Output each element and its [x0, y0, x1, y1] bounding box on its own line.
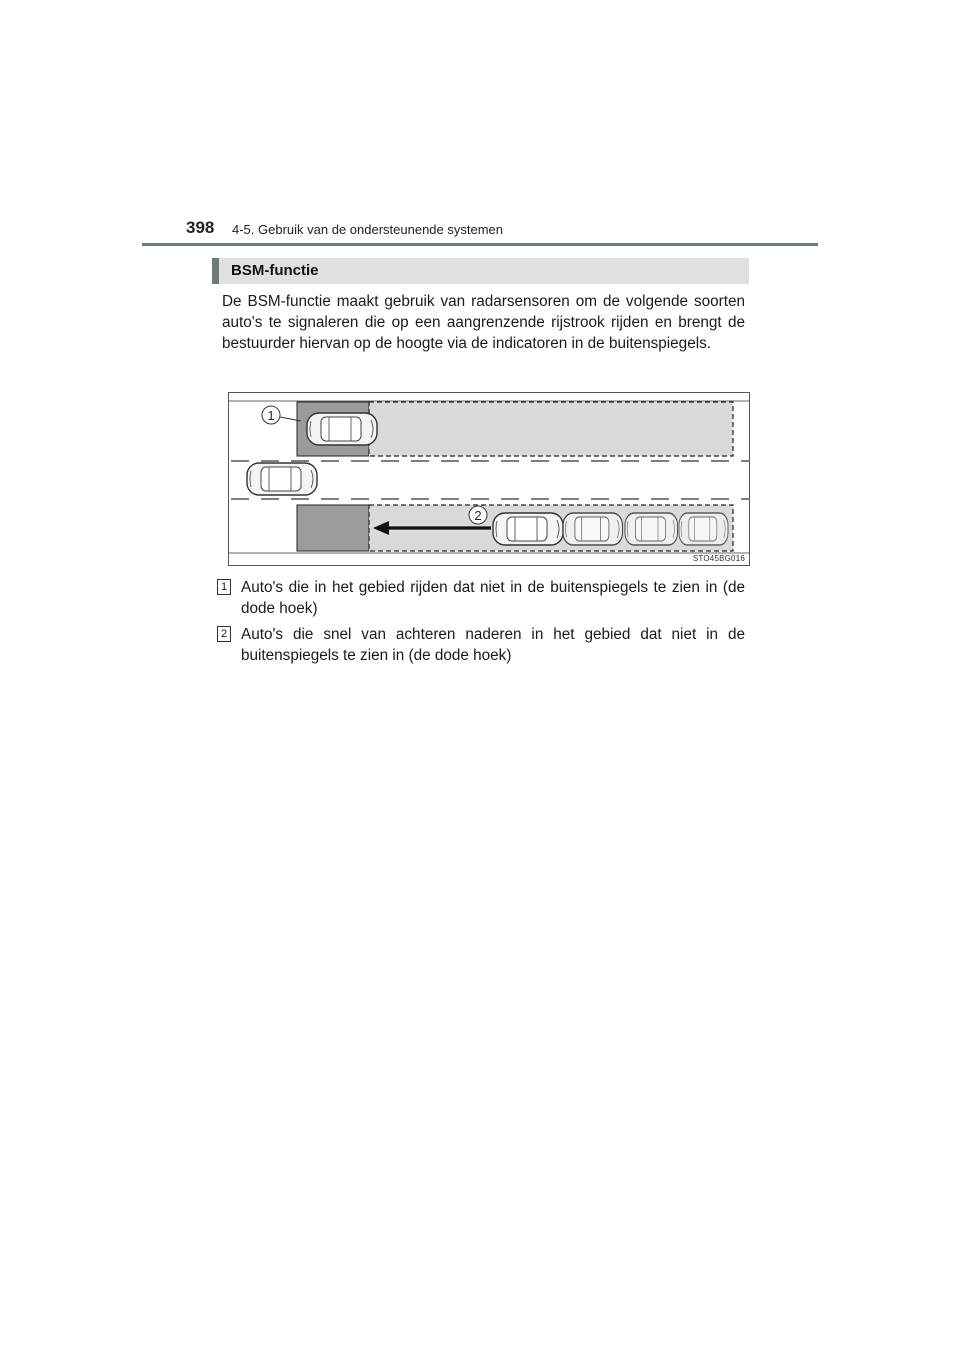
- legend-number: 2: [217, 626, 231, 642]
- page-number: 398: [186, 218, 215, 237]
- bsm-diagram-svg: [229, 393, 749, 565]
- trailing-car-icon: [679, 513, 728, 545]
- trailing-car-icon: [625, 513, 678, 545]
- legend-item-2: [217, 624, 745, 666]
- callout-1: [262, 406, 301, 424]
- section-heading: [212, 258, 749, 284]
- section-title: BSM-functie: [231, 262, 319, 279]
- legend-text: Auto's die in het gebied rijden dat niet in de buitenspiegels te zien in (de dode hoek): [241, 579, 745, 617]
- approaching-car-icon: [493, 513, 563, 545]
- callout-2: [469, 506, 487, 524]
- legend-number: 1: [217, 579, 231, 595]
- car-blind-spot-icon: [307, 413, 377, 445]
- lower-blind-spot-zone: [297, 505, 369, 551]
- callout-2-label: 2: [474, 508, 482, 523]
- intro-paragraph: De BSM-functie maakt gebruik van radarsensoren om de volgende soorten auto's te signaleren die op een aangrenzende rijstrook rijden en brengt de bestuurder hiervan op de hoogte via de indicatoren in de buitenspiegels.: [222, 293, 745, 352]
- upper-detection-zone: [369, 402, 733, 456]
- figure-code: STO45BG016: [692, 554, 745, 563]
- callout-1-label: 1: [267, 408, 275, 423]
- bsm-diagram: [228, 392, 750, 566]
- legend-item-1: [217, 577, 745, 619]
- header-rule: [142, 243, 818, 246]
- own-car-icon: [247, 463, 317, 495]
- trailing-car-icon: [563, 513, 623, 545]
- legend-text: Auto's die snel van achteren naderen in het gebied dat niet in de buitenspiegels te zien in (de dode hoek): [241, 626, 745, 664]
- section-path: 4-5. Gebruik van de ondersteunende systemen: [232, 222, 504, 237]
